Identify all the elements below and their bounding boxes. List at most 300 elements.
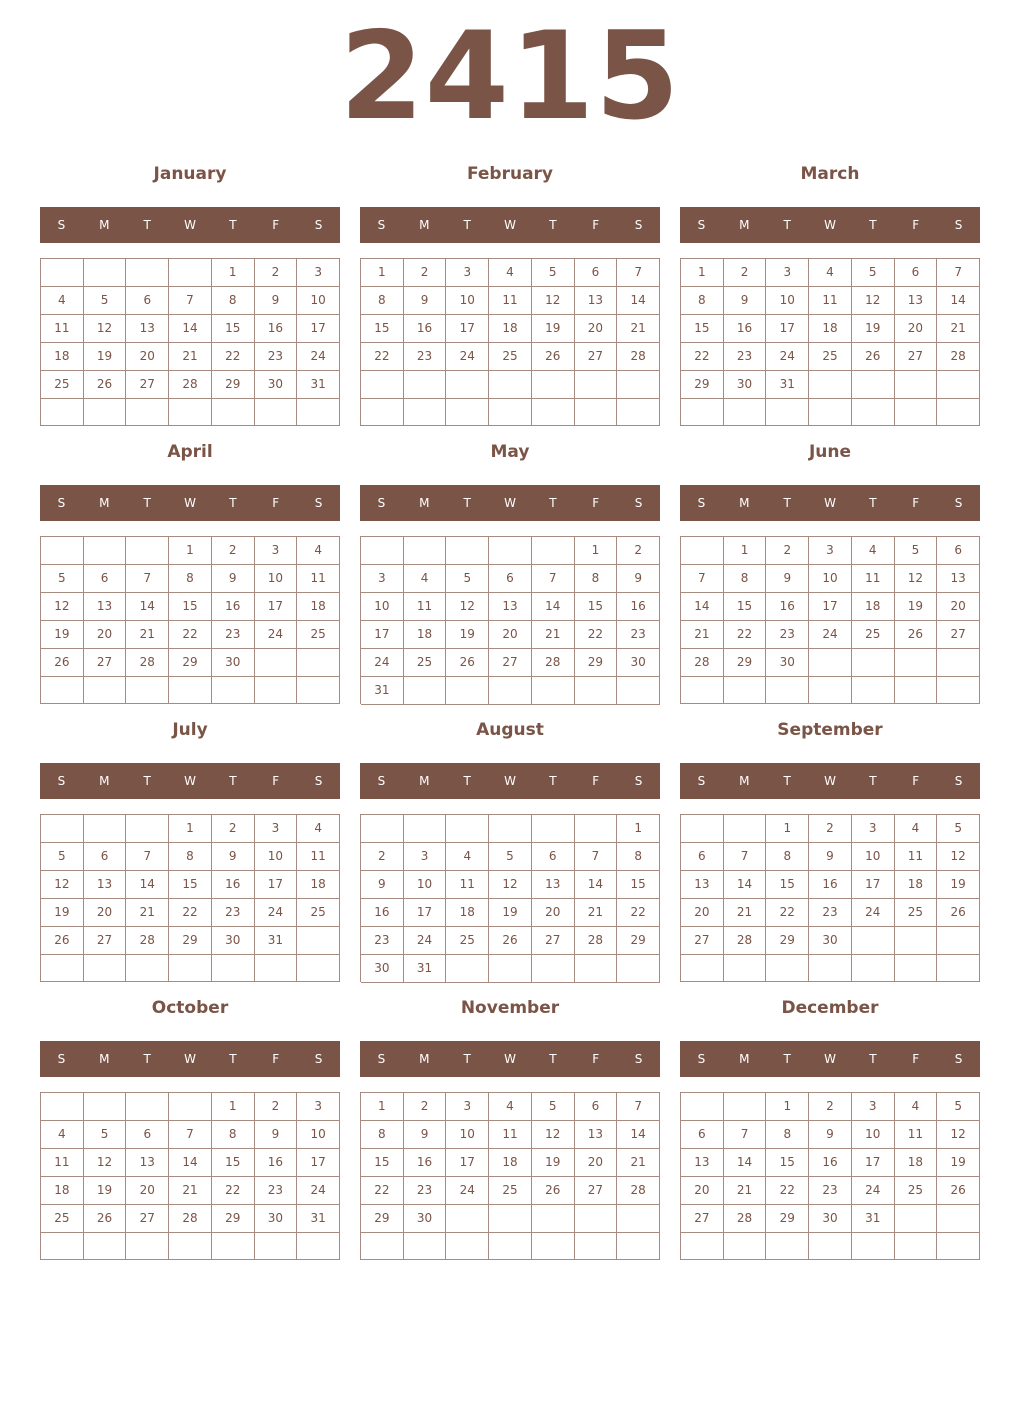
- day-cell[interactable]: 11: [809, 287, 852, 315]
- day-cell[interactable]: 7: [617, 1093, 660, 1121]
- day-cell[interactable]: 9: [809, 1121, 852, 1149]
- day-cell[interactable]: 5: [489, 843, 532, 871]
- day-cell[interactable]: 27: [489, 649, 532, 677]
- day-cell[interactable]: 29: [169, 649, 212, 677]
- day-cell[interactable]: 13: [489, 593, 532, 621]
- day-cell[interactable]: 24: [766, 343, 809, 371]
- day-cell[interactable]: 14: [937, 287, 980, 315]
- day-cell[interactable]: 8: [212, 287, 255, 315]
- day-cell[interactable]: 11: [489, 287, 532, 315]
- day-cell[interactable]: 6: [681, 843, 724, 871]
- day-cell[interactable]: 24: [852, 1177, 895, 1205]
- day-cell[interactable]: 11: [41, 1149, 84, 1177]
- day-cell[interactable]: 21: [617, 315, 660, 343]
- day-cell[interactable]: 7: [575, 843, 618, 871]
- day-cell[interactable]: 10: [255, 565, 298, 593]
- day-cell[interactable]: 3: [255, 537, 298, 565]
- day-cell[interactable]: 15: [766, 871, 809, 899]
- day-cell[interactable]: 20: [84, 621, 127, 649]
- day-cell[interactable]: 14: [126, 593, 169, 621]
- day-cell[interactable]: 6: [84, 565, 127, 593]
- day-cell[interactable]: 14: [169, 1149, 212, 1177]
- day-cell[interactable]: 13: [681, 1149, 724, 1177]
- day-cell[interactable]: 31: [297, 371, 340, 399]
- day-cell[interactable]: 29: [724, 649, 767, 677]
- day-cell[interactable]: 20: [532, 899, 575, 927]
- day-cell[interactable]: 20: [84, 899, 127, 927]
- day-cell[interactable]: 13: [532, 871, 575, 899]
- day-cell[interactable]: 27: [937, 621, 980, 649]
- day-cell[interactable]: 8: [212, 1121, 255, 1149]
- day-cell[interactable]: 2: [212, 815, 255, 843]
- day-cell[interactable]: 9: [617, 565, 660, 593]
- day-cell[interactable]: 21: [724, 1177, 767, 1205]
- day-cell[interactable]: 10: [255, 843, 298, 871]
- day-cell[interactable]: 13: [575, 1121, 618, 1149]
- day-cell[interactable]: 11: [489, 1121, 532, 1149]
- day-cell[interactable]: 7: [724, 1121, 767, 1149]
- day-cell[interactable]: 23: [255, 1177, 298, 1205]
- day-cell[interactable]: 12: [41, 871, 84, 899]
- day-cell[interactable]: 30: [255, 371, 298, 399]
- day-cell[interactable]: 24: [255, 899, 298, 927]
- day-cell[interactable]: 2: [255, 259, 298, 287]
- day-cell[interactable]: 14: [126, 871, 169, 899]
- day-cell[interactable]: 8: [617, 843, 660, 871]
- day-cell[interactable]: 25: [446, 927, 489, 955]
- day-cell[interactable]: 10: [852, 843, 895, 871]
- day-cell[interactable]: 9: [724, 287, 767, 315]
- day-cell[interactable]: 20: [681, 1177, 724, 1205]
- day-cell[interactable]: 20: [937, 593, 980, 621]
- day-cell[interactable]: 23: [212, 899, 255, 927]
- day-cell[interactable]: 31: [766, 371, 809, 399]
- day-cell[interactable]: 8: [575, 565, 618, 593]
- day-cell[interactable]: 16: [255, 1149, 298, 1177]
- day-cell[interactable]: 1: [169, 815, 212, 843]
- day-cell[interactable]: 3: [361, 565, 404, 593]
- day-cell[interactable]: 23: [766, 621, 809, 649]
- day-cell[interactable]: 27: [575, 1177, 618, 1205]
- day-cell[interactable]: 2: [255, 1093, 298, 1121]
- day-cell[interactable]: 4: [297, 815, 340, 843]
- day-cell[interactable]: 29: [617, 927, 660, 955]
- day-cell[interactable]: 27: [126, 371, 169, 399]
- day-cell[interactable]: 12: [41, 593, 84, 621]
- day-cell[interactable]: 31: [361, 677, 404, 705]
- day-cell[interactable]: 14: [724, 1149, 767, 1177]
- day-cell[interactable]: 25: [852, 621, 895, 649]
- day-cell[interactable]: 7: [126, 843, 169, 871]
- day-cell[interactable]: 25: [489, 343, 532, 371]
- day-cell[interactable]: 12: [532, 287, 575, 315]
- day-cell[interactable]: 16: [404, 315, 447, 343]
- day-cell[interactable]: 22: [361, 1177, 404, 1205]
- day-cell[interactable]: 29: [212, 371, 255, 399]
- day-cell[interactable]: 25: [809, 343, 852, 371]
- day-cell[interactable]: 25: [895, 899, 938, 927]
- day-cell[interactable]: 1: [361, 259, 404, 287]
- day-cell[interactable]: 10: [446, 1121, 489, 1149]
- day-cell[interactable]: 17: [809, 593, 852, 621]
- day-cell[interactable]: 16: [766, 593, 809, 621]
- day-cell[interactable]: 8: [724, 565, 767, 593]
- day-cell[interactable]: 1: [681, 259, 724, 287]
- day-cell[interactable]: 15: [361, 315, 404, 343]
- day-cell[interactable]: 19: [937, 1149, 980, 1177]
- day-cell[interactable]: 12: [489, 871, 532, 899]
- day-cell[interactable]: 16: [212, 593, 255, 621]
- day-cell[interactable]: 2: [724, 259, 767, 287]
- day-cell[interactable]: 8: [766, 843, 809, 871]
- day-cell[interactable]: 30: [766, 649, 809, 677]
- day-cell[interactable]: 17: [852, 1149, 895, 1177]
- day-cell[interactable]: 25: [297, 621, 340, 649]
- day-cell[interactable]: 25: [489, 1177, 532, 1205]
- day-cell[interactable]: 21: [126, 621, 169, 649]
- day-cell[interactable]: 26: [41, 649, 84, 677]
- day-cell[interactable]: 24: [404, 927, 447, 955]
- day-cell[interactable]: 4: [852, 537, 895, 565]
- day-cell[interactable]: 13: [681, 871, 724, 899]
- day-cell[interactable]: 14: [532, 593, 575, 621]
- day-cell[interactable]: 3: [809, 537, 852, 565]
- day-cell[interactable]: 7: [937, 259, 980, 287]
- day-cell[interactable]: 2: [766, 537, 809, 565]
- day-cell[interactable]: 11: [297, 565, 340, 593]
- day-cell[interactable]: 24: [809, 621, 852, 649]
- day-cell[interactable]: 1: [212, 259, 255, 287]
- day-cell[interactable]: 5: [895, 537, 938, 565]
- day-cell[interactable]: 30: [255, 1205, 298, 1233]
- day-cell[interactable]: 12: [446, 593, 489, 621]
- day-cell[interactable]: 11: [297, 843, 340, 871]
- day-cell[interactable]: 21: [126, 899, 169, 927]
- day-cell[interactable]: 20: [489, 621, 532, 649]
- day-cell[interactable]: 9: [766, 565, 809, 593]
- day-cell[interactable]: 13: [575, 287, 618, 315]
- day-cell[interactable]: 23: [212, 621, 255, 649]
- day-cell[interactable]: 4: [809, 259, 852, 287]
- day-cell[interactable]: 15: [766, 1149, 809, 1177]
- day-cell[interactable]: 22: [169, 621, 212, 649]
- day-cell[interactable]: 2: [809, 1093, 852, 1121]
- day-cell[interactable]: 2: [404, 1093, 447, 1121]
- day-cell[interactable]: 28: [617, 343, 660, 371]
- day-cell[interactable]: 18: [446, 899, 489, 927]
- day-cell[interactable]: 29: [361, 1205, 404, 1233]
- day-cell[interactable]: 4: [41, 287, 84, 315]
- day-cell[interactable]: 1: [617, 815, 660, 843]
- day-cell[interactable]: 15: [212, 315, 255, 343]
- day-cell[interactable]: 18: [489, 1149, 532, 1177]
- day-cell[interactable]: 18: [297, 593, 340, 621]
- day-cell[interactable]: 13: [84, 871, 127, 899]
- day-cell[interactable]: 18: [895, 1149, 938, 1177]
- day-cell[interactable]: 18: [895, 871, 938, 899]
- day-cell[interactable]: 5: [446, 565, 489, 593]
- day-cell[interactable]: 7: [169, 1121, 212, 1149]
- day-cell[interactable]: 27: [532, 927, 575, 955]
- day-cell[interactable]: 16: [212, 871, 255, 899]
- day-cell[interactable]: 13: [126, 315, 169, 343]
- day-cell[interactable]: 12: [937, 1121, 980, 1149]
- day-cell[interactable]: 21: [937, 315, 980, 343]
- day-cell[interactable]: 13: [895, 287, 938, 315]
- day-cell[interactable]: 17: [446, 1149, 489, 1177]
- day-cell[interactable]: 29: [212, 1205, 255, 1233]
- day-cell[interactable]: 25: [404, 649, 447, 677]
- day-cell[interactable]: 12: [84, 315, 127, 343]
- day-cell[interactable]: 11: [404, 593, 447, 621]
- day-cell[interactable]: 4: [895, 815, 938, 843]
- day-cell[interactable]: 15: [617, 871, 660, 899]
- day-cell[interactable]: 1: [575, 537, 618, 565]
- day-cell[interactable]: 5: [852, 259, 895, 287]
- day-cell[interactable]: 16: [809, 1149, 852, 1177]
- day-cell[interactable]: 6: [489, 565, 532, 593]
- day-cell[interactable]: 13: [84, 593, 127, 621]
- day-cell[interactable]: 21: [532, 621, 575, 649]
- day-cell[interactable]: 12: [852, 287, 895, 315]
- day-cell[interactable]: 1: [766, 815, 809, 843]
- day-cell[interactable]: 28: [724, 927, 767, 955]
- day-cell[interactable]: 8: [169, 843, 212, 871]
- day-cell[interactable]: 22: [766, 1177, 809, 1205]
- day-cell[interactable]: 19: [84, 1177, 127, 1205]
- day-cell[interactable]: 31: [255, 927, 298, 955]
- day-cell[interactable]: 26: [84, 1205, 127, 1233]
- day-cell[interactable]: 4: [446, 843, 489, 871]
- day-cell[interactable]: 22: [766, 899, 809, 927]
- day-cell[interactable]: 9: [361, 871, 404, 899]
- day-cell[interactable]: 21: [169, 343, 212, 371]
- day-cell[interactable]: 10: [297, 287, 340, 315]
- day-cell[interactable]: 21: [575, 899, 618, 927]
- day-cell[interactable]: 18: [489, 315, 532, 343]
- day-cell[interactable]: 24: [297, 1177, 340, 1205]
- day-cell[interactable]: 8: [169, 565, 212, 593]
- day-cell[interactable]: 3: [297, 259, 340, 287]
- day-cell[interactable]: 17: [297, 1149, 340, 1177]
- day-cell[interactable]: 9: [212, 565, 255, 593]
- day-cell[interactable]: 31: [297, 1205, 340, 1233]
- day-cell[interactable]: 24: [446, 343, 489, 371]
- day-cell[interactable]: 8: [766, 1121, 809, 1149]
- day-cell[interactable]: 30: [212, 649, 255, 677]
- day-cell[interactable]: 15: [169, 871, 212, 899]
- day-cell[interactable]: 7: [681, 565, 724, 593]
- day-cell[interactable]: 16: [724, 315, 767, 343]
- day-cell[interactable]: 22: [617, 899, 660, 927]
- day-cell[interactable]: 6: [532, 843, 575, 871]
- day-cell[interactable]: 30: [212, 927, 255, 955]
- day-cell[interactable]: 15: [575, 593, 618, 621]
- day-cell[interactable]: 26: [41, 927, 84, 955]
- day-cell[interactable]: 3: [446, 1093, 489, 1121]
- day-cell[interactable]: 1: [766, 1093, 809, 1121]
- day-cell[interactable]: 24: [852, 899, 895, 927]
- day-cell[interactable]: 12: [895, 565, 938, 593]
- day-cell[interactable]: 22: [212, 1177, 255, 1205]
- day-cell[interactable]: 20: [126, 343, 169, 371]
- day-cell[interactable]: 16: [617, 593, 660, 621]
- day-cell[interactable]: 14: [169, 315, 212, 343]
- day-cell[interactable]: 24: [446, 1177, 489, 1205]
- day-cell[interactable]: 18: [297, 871, 340, 899]
- day-cell[interactable]: 28: [532, 649, 575, 677]
- day-cell[interactable]: 19: [41, 621, 84, 649]
- day-cell[interactable]: 22: [361, 343, 404, 371]
- day-cell[interactable]: 25: [41, 371, 84, 399]
- day-cell[interactable]: 5: [84, 287, 127, 315]
- day-cell[interactable]: 17: [404, 899, 447, 927]
- day-cell[interactable]: 19: [41, 899, 84, 927]
- day-cell[interactable]: 27: [126, 1205, 169, 1233]
- day-cell[interactable]: 27: [681, 927, 724, 955]
- day-cell[interactable]: 26: [937, 899, 980, 927]
- day-cell[interactable]: 11: [895, 1121, 938, 1149]
- day-cell[interactable]: 14: [617, 287, 660, 315]
- day-cell[interactable]: 4: [489, 1093, 532, 1121]
- day-cell[interactable]: 19: [532, 1149, 575, 1177]
- day-cell[interactable]: 26: [446, 649, 489, 677]
- day-cell[interactable]: 13: [937, 565, 980, 593]
- day-cell[interactable]: 15: [681, 315, 724, 343]
- day-cell[interactable]: 20: [575, 1149, 618, 1177]
- day-cell[interactable]: 7: [126, 565, 169, 593]
- day-cell[interactable]: 26: [84, 371, 127, 399]
- day-cell[interactable]: 14: [575, 871, 618, 899]
- day-cell[interactable]: 6: [126, 287, 169, 315]
- day-cell[interactable]: 16: [404, 1149, 447, 1177]
- day-cell[interactable]: 29: [766, 927, 809, 955]
- day-cell[interactable]: 17: [255, 593, 298, 621]
- day-cell[interactable]: 28: [575, 927, 618, 955]
- day-cell[interactable]: 19: [532, 315, 575, 343]
- day-cell[interactable]: 6: [84, 843, 127, 871]
- day-cell[interactable]: 17: [361, 621, 404, 649]
- day-cell[interactable]: 25: [895, 1177, 938, 1205]
- day-cell[interactable]: 11: [895, 843, 938, 871]
- day-cell[interactable]: 5: [532, 1093, 575, 1121]
- day-cell[interactable]: 8: [361, 1121, 404, 1149]
- day-cell[interactable]: 15: [724, 593, 767, 621]
- day-cell[interactable]: 25: [41, 1205, 84, 1233]
- day-cell[interactable]: 4: [895, 1093, 938, 1121]
- day-cell[interactable]: 22: [724, 621, 767, 649]
- day-cell[interactable]: 15: [169, 593, 212, 621]
- day-cell[interactable]: 27: [681, 1205, 724, 1233]
- day-cell[interactable]: 16: [809, 871, 852, 899]
- day-cell[interactable]: 23: [809, 1177, 852, 1205]
- day-cell[interactable]: 10: [766, 287, 809, 315]
- day-cell[interactable]: 19: [446, 621, 489, 649]
- day-cell[interactable]: 3: [446, 259, 489, 287]
- day-cell[interactable]: 3: [766, 259, 809, 287]
- day-cell[interactable]: 20: [895, 315, 938, 343]
- day-cell[interactable]: 23: [361, 927, 404, 955]
- day-cell[interactable]: 15: [361, 1149, 404, 1177]
- day-cell[interactable]: 21: [724, 899, 767, 927]
- day-cell[interactable]: 20: [575, 315, 618, 343]
- day-cell[interactable]: 30: [724, 371, 767, 399]
- day-cell[interactable]: 10: [297, 1121, 340, 1149]
- day-cell[interactable]: 23: [404, 1177, 447, 1205]
- day-cell[interactable]: 2: [212, 537, 255, 565]
- day-cell[interactable]: 26: [532, 1177, 575, 1205]
- day-cell[interactable]: 14: [617, 1121, 660, 1149]
- day-cell[interactable]: 14: [681, 593, 724, 621]
- day-cell[interactable]: 7: [617, 259, 660, 287]
- day-cell[interactable]: 23: [255, 343, 298, 371]
- day-cell[interactable]: 2: [617, 537, 660, 565]
- day-cell[interactable]: 6: [895, 259, 938, 287]
- day-cell[interactable]: 17: [852, 871, 895, 899]
- day-cell[interactable]: 10: [809, 565, 852, 593]
- day-cell[interactable]: 22: [681, 343, 724, 371]
- day-cell[interactable]: 11: [41, 315, 84, 343]
- day-cell[interactable]: 7: [532, 565, 575, 593]
- day-cell[interactable]: 6: [126, 1121, 169, 1149]
- day-cell[interactable]: 28: [681, 649, 724, 677]
- day-cell[interactable]: 27: [575, 343, 618, 371]
- day-cell[interactable]: 17: [446, 315, 489, 343]
- day-cell[interactable]: 22: [212, 343, 255, 371]
- day-cell[interactable]: 24: [361, 649, 404, 677]
- day-cell[interactable]: 27: [84, 649, 127, 677]
- day-cell[interactable]: 24: [255, 621, 298, 649]
- day-cell[interactable]: 12: [84, 1149, 127, 1177]
- day-cell[interactable]: 5: [84, 1121, 127, 1149]
- day-cell[interactable]: 17: [297, 315, 340, 343]
- day-cell[interactable]: 4: [404, 565, 447, 593]
- day-cell[interactable]: 28: [126, 649, 169, 677]
- day-cell[interactable]: 6: [681, 1121, 724, 1149]
- day-cell[interactable]: 17: [255, 871, 298, 899]
- day-cell[interactable]: 19: [84, 343, 127, 371]
- day-cell[interactable]: 2: [404, 259, 447, 287]
- day-cell[interactable]: 28: [937, 343, 980, 371]
- day-cell[interactable]: 16: [361, 899, 404, 927]
- day-cell[interactable]: 8: [681, 287, 724, 315]
- day-cell[interactable]: 4: [489, 259, 532, 287]
- day-cell[interactable]: 18: [404, 621, 447, 649]
- day-cell[interactable]: 9: [255, 287, 298, 315]
- day-cell[interactable]: 4: [41, 1121, 84, 1149]
- day-cell[interactable]: 21: [681, 621, 724, 649]
- day-cell[interactable]: 30: [809, 927, 852, 955]
- day-cell[interactable]: 23: [404, 343, 447, 371]
- day-cell[interactable]: 4: [297, 537, 340, 565]
- day-cell[interactable]: 29: [169, 927, 212, 955]
- day-cell[interactable]: 9: [404, 287, 447, 315]
- day-cell[interactable]: 2: [809, 815, 852, 843]
- day-cell[interactable]: 7: [169, 287, 212, 315]
- day-cell[interactable]: 30: [809, 1205, 852, 1233]
- day-cell[interactable]: 10: [852, 1121, 895, 1149]
- day-cell[interactable]: 31: [852, 1205, 895, 1233]
- day-cell[interactable]: 14: [724, 871, 767, 899]
- day-cell[interactable]: 19: [895, 593, 938, 621]
- day-cell[interactable]: 3: [404, 843, 447, 871]
- day-cell[interactable]: 28: [126, 927, 169, 955]
- day-cell[interactable]: 5: [937, 1093, 980, 1121]
- day-cell[interactable]: 15: [212, 1149, 255, 1177]
- day-cell[interactable]: 27: [895, 343, 938, 371]
- day-cell[interactable]: 7: [724, 843, 767, 871]
- day-cell[interactable]: 29: [575, 649, 618, 677]
